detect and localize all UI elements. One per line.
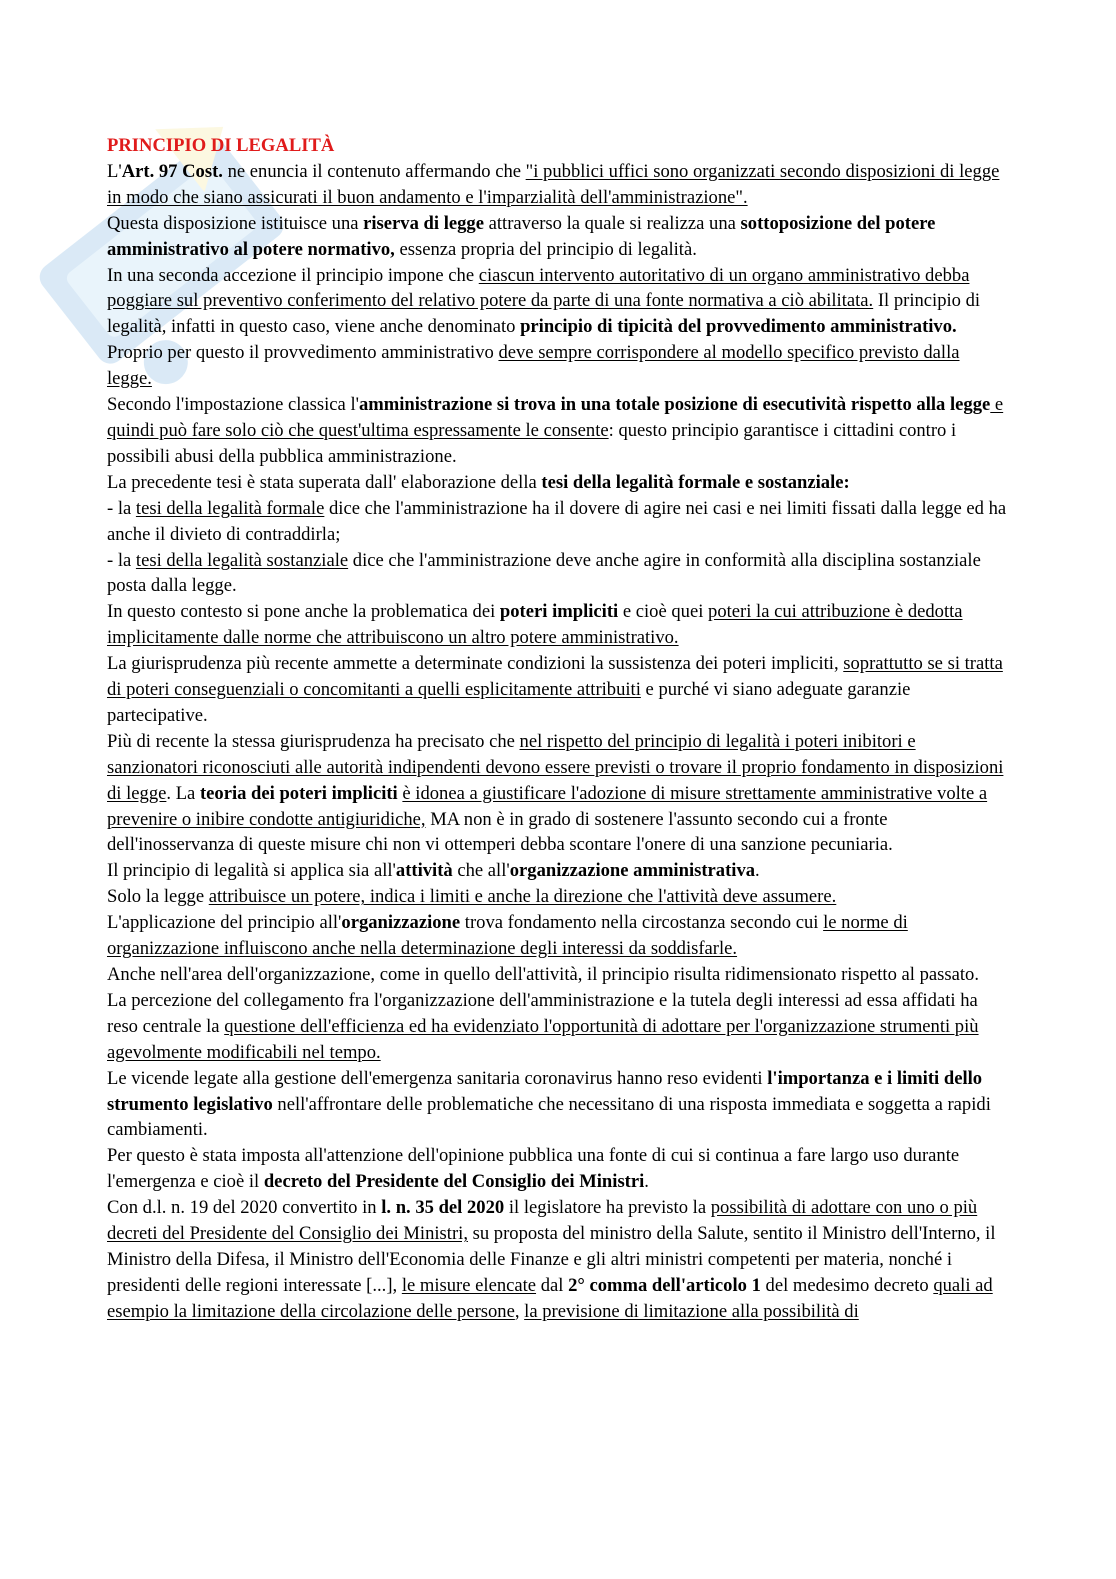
text-run: Proprio per questo il provvedimento amministrativo [107,342,499,364]
text-run: il legislatore ha previsto la [504,1197,711,1219]
paragraph [107,159,1007,211]
bold-text: tesi della legalità formale e sostanziale: [541,471,850,493]
underlined-text: questione dell'efficienza ed ha evidenziato l'opportunità di adottare per l'organizzazione strumenti più agevolmente modificabili nel tempo. [107,1015,979,1063]
text-run: Le vicende legate alla gestione dell'emergenza sanitaria coronavirus hanno reso evidenti [107,1067,768,1089]
bold-text: decreto del Presidente del Consiglio dei Ministri [263,1171,645,1193]
underlined-text: poteri la cui attribuzione è dedotta implicitamente dalle norme che attribuiscono un altro potere amministrativo. [107,601,963,649]
bold-text: l. n. 35 del 2020 [381,1197,505,1219]
text-run: : questo principio garantisce i cittadini contro i possibili abusi della pubblica amministrazione. [107,419,957,467]
text-run: attraverso la quale si realizza una [483,212,741,234]
underlined-text: soprattutto se si tratta di poteri conseguenziali o concomitanti a quelli esplicitamente attribuiti [107,653,1003,701]
paragraph [107,496,1007,548]
paragraph [107,651,1007,729]
text-run: che all' [452,860,510,882]
underlined-text: quali ad esempio la limitazione della circolazione delle persone [107,1274,993,1322]
text-run: e cioè quei [618,601,709,623]
text-run: Questa disposizione istituisce una [107,212,364,234]
text-run: Anche nell'area dell'organizzazione, come in quello dell'attività, il principio risulta ridimensionato rispetto al passato. [107,964,979,985]
paragraph [107,263,1007,393]
bold-text: l'importanza e i limiti dello strumento legislativo [107,1067,983,1115]
paragraph [107,884,1007,910]
underlined-text: tesi della legalità formale [135,497,325,519]
underlined-text: possibilità di adottare con uno o più decreti del Presidente del Consiglio dei Ministri, [107,1197,978,1245]
text-run: . [755,860,760,882]
text-run: - la [107,497,136,519]
text-run: trova fondamento nella circostanza secondo cui [460,912,824,934]
bold-text: amministrazione si trova in una totale posizione di esecutività rispetto alla legge [358,394,991,416]
underlined-text: "i pubblici uffici sono organizzati secondo disposizioni di legge in modo che siano assicurati il buon andamento e l'imparzialità dell'amministrazione". [107,160,1000,208]
underlined-text: le norme di organizzazione influiscono anche nella determinazione degli interessi da soddisfarle. [107,912,908,960]
underlined-text: deve sempre corrispondere al modello specifico previsto dalla legge. [107,342,960,390]
paragraph [107,470,1007,496]
bold-text: 2° comma dell'articolo 1 [568,1274,761,1296]
paragraph [107,729,1007,859]
paragraph [107,548,1007,600]
text-run: essenza propria del principio di legalità. [394,238,697,260]
document-body [107,133,1007,1325]
text-run: La percezione del collegamento fra l'organizzazione dell'amministrazione e la tutela degli interessi ad essa affidati ha reso centrale la [107,989,978,1037]
text-run: nell'affrontare delle problematiche che necessitano di una risposta immediata e soggetta a rapidi cambiamenti. [107,1093,991,1141]
bold-text: principio di tipicità del provvedimento amministrativo. [520,316,957,338]
text-run: del medesimo decreto [760,1274,934,1296]
paragraph [107,599,1007,651]
text-run: Con d.l. n. 19 del 2020 convertito in [107,1197,382,1219]
text-run: La precedente tesi è stata superata dall' elaborazione della [107,471,542,493]
text-run: . La [166,782,200,804]
text-run: ne enuncia il contenuto affermando che [222,160,526,182]
text-run: In questo contesto si pone anche la problematica dei [107,601,500,623]
text-run: Il principio di legalità si applica sia all' [107,860,396,882]
text-run: In una seconda accezione il principio impone che [107,264,479,286]
bold-text: sottoposizione del potere amministrativo al potere normativo, [107,212,936,260]
text-run: Il principio di legalità, infatti in questo caso, viene anche denominato [107,290,981,338]
text-run: Per questo è stata imposta all'attenzione dell'opinione pubblica una fonte di cui si continua a fare largo uso durante l'emergenza e cioè il [107,1145,960,1193]
paragraph [107,988,1007,1066]
text-run: su proposta del ministro della Salute, sentito il Ministro dell'Interno, il Ministro della Difesa, il Ministro dell'Economia delle Finanze e gli altri ministri competenti per materia, nonché i presidenti delle regioni interessate [...], [107,1223,996,1296]
bold-text: organizzazione [341,912,461,934]
text-run: dice che l'amministrazione ha il dovere di agire nei casi e nei limiti fissati dalla legge ed ha anche il divieto di contraddirla; [107,497,1007,545]
paragraph [107,211,1007,263]
text-run: Più di recente la stessa giurisprudenza ha precisato che [107,730,520,752]
paragraph [107,910,1007,962]
text-run: e purché vi siano adeguate garanzie partecipative. [107,679,911,726]
bold-text: attività [395,860,453,882]
underlined-text: la previsione di limitazione alla possibilità di [524,1300,859,1322]
underlined-text: le misure elencate [401,1274,537,1296]
text-run: , [514,1300,525,1322]
paragraph [107,392,1007,470]
bold-text: riserva di legge [363,212,484,234]
bold-text: teoria dei poteri impliciti [199,782,398,804]
paragraph [107,1143,1007,1195]
underlined-text: è idonea a giustificare l'adozione di misure strettamente amministrative volte a prevenire o inibire condotte antigiuridiche, [107,782,988,830]
text-run: La giurisprudenza più recente ammette a determinate condizioni la sussistenza dei poteri impliciti, [107,653,844,675]
underlined-text: nel rispetto del principio di legalità i poteri inibitori e sanzionatori riconosciuti alle autorità indipendenti devono essere previsti o trovare il proprio fondamento in disposizioni di legge [107,730,1004,804]
text-run: dal [536,1274,569,1296]
underlined-text: ciascun intervento autoritativo di un organo amministrativo debba poggiare sul preventivo conferimento del relativo potere da parte di una fonte normativa a ciò abilitata. [107,264,970,312]
underlined-text: attribuisce un potere, indica i limiti e anche la direzione che l'attività deve assumere. [208,886,837,908]
paragraph [107,1066,1007,1144]
underlined-text: tesi della legalità sostanziale [135,549,349,571]
text-run: Secondo l'impostazione classica l' [107,394,359,416]
bold-text: organizzazione amministrativa [509,860,756,882]
text-run: MA non è in grado di sostenere l'assunto secondo cui a fronte dell'inosservanza di queste misure chi non vi ottemperi debba scontare l'onere di una sanzione pecuniaria. [107,808,893,856]
text-run: L'applicazione del principio all' [107,912,342,934]
document-title: PRINCIPIO DI LEGALITÀ [107,135,335,156]
text-run: L' [107,160,122,182]
paragraph [107,858,1007,884]
text-run: . [644,1171,649,1193]
text-run: dice che l'amministrazione deve anche agire in conformità alla disciplina sostanziale posta dalla legge. [107,549,981,597]
text-run: - la [107,549,136,571]
bold-text: poteri impliciti [499,601,619,623]
paragraph [107,962,1007,988]
text-run: Solo la legge [107,886,209,908]
paragraph [107,1195,1007,1325]
bold-text: Art. 97 Cost. [121,160,223,182]
underlined-text: e quindi può fare solo ciò che quest'ultima espressamente le consente [107,394,1004,441]
